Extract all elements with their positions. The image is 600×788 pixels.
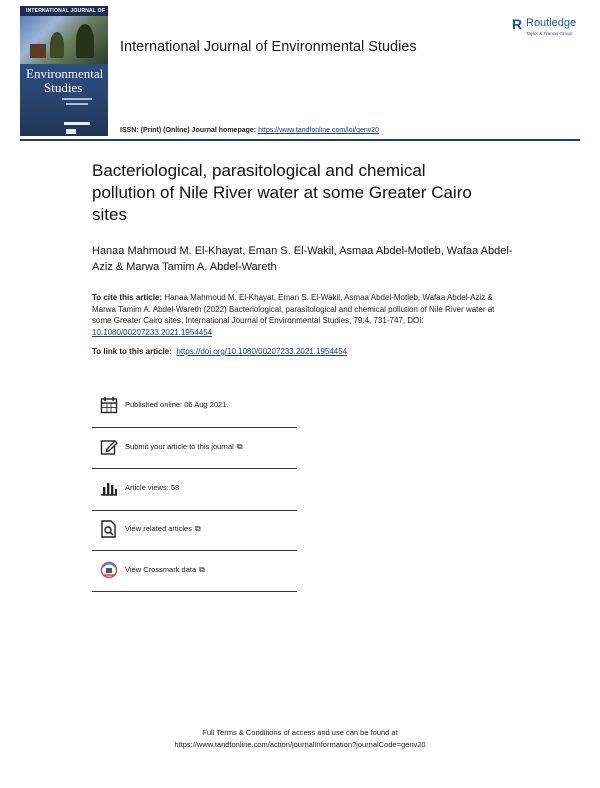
submit-article-link[interactable] [125, 442, 243, 452]
footer-terms-text: Full Terms & Conditions of access and use can be found at [202, 728, 398, 737]
row-divider [92, 427, 297, 428]
issn-label: ISSN: (Print) (Online) Journal homepage: [120, 127, 259, 134]
crossmark-label: View Crossmark data [125, 565, 197, 574]
cover-title-line1: Environmental [26, 66, 104, 81]
article-doi-link[interactable]: https://doi.org/10.1080/00207233.2021.1954454 [176, 347, 348, 356]
crossmark-link[interactable] [125, 565, 205, 575]
row-divider [92, 591, 297, 592]
header-divider [20, 139, 580, 141]
row-divider [92, 468, 297, 469]
crossmark-row[interactable] [92, 555, 297, 587]
journal-homepage-link[interactable]: https://www.tandfonline.com/loi/genv20 [258, 127, 380, 134]
journal-title[interactable]: International Journal of Environmental Studies [120, 39, 417, 55]
bar-chart-icon [100, 479, 118, 497]
routledge-r-icon: R [512, 16, 523, 32]
publisher-logo[interactable] [512, 17, 592, 41]
document-search-icon [100, 520, 118, 538]
submit-article-row[interactable] [92, 432, 297, 464]
external-link-icon: ⧉ [194, 524, 201, 533]
article-views-row [92, 473, 297, 505]
edit-icon [100, 438, 118, 456]
published-date-text: Published online: 06 Aug 2021. [125, 400, 229, 409]
row-divider [92, 550, 297, 551]
cover-title-line2: Studies [44, 80, 83, 95]
submit-article-label: Submit your article to this journal [125, 442, 234, 451]
related-articles-row[interactable] [92, 514, 297, 546]
article-title: Bacteriological, parasitological and chemical pollution of Nile River water at some Greater Cairo sites [92, 161, 472, 224]
link-label: To link to this article: [92, 347, 172, 356]
citation-block [92, 292, 512, 338]
external-link-icon: ⧉ [236, 442, 243, 451]
cover-top-text: INTERNATIONAL JOURNAL OF [26, 8, 105, 14]
calendar-icon [100, 396, 118, 414]
footer-terms-link[interactable]: https://www.tandfonline.com/action/journalInformation?journalCode=genv20 [174, 740, 426, 749]
article-views-text: Article views: 58 [125, 483, 180, 492]
publisher-name: Routledge [526, 17, 577, 29]
article-authors: Hanaa Mahmoud M. El-Khayat, Eman S. El-Wakil, Asmaa Abdel-Motleb, Wafaa Abdel-Aziz & Marwa Tamim A. Abdel-Wareth [92, 245, 513, 273]
cite-label: To cite this article: [92, 293, 163, 302]
crossmark-icon [100, 561, 118, 579]
footer [0, 727, 600, 751]
related-articles-link[interactable] [125, 524, 201, 534]
related-articles-label: View related articles [125, 524, 192, 533]
published-row [92, 390, 297, 422]
row-divider [92, 510, 297, 511]
journal-cover-image [20, 6, 108, 136]
issn-line [120, 127, 379, 134]
publisher-tagline: Taylor & Francis Group [526, 31, 573, 36]
cite-doi-link[interactable]: 10.1080/00207233.2021.1954454 [92, 327, 213, 337]
article-link-line [92, 347, 512, 356]
external-link-icon: ⧉ [199, 565, 205, 574]
cite-text: Hanaa Mahmoud M. El-Khayat, Eman S. El-Wakil, Asmaa Abdel-Motleb, Wafaa Abdel-Aziz & Marwa Tamim A. Abdel-Wareth (2022) Bacteriological, parasitological and chemical pollution of Nile River water at some Greater Cairo sites, International Journal of Environmental Studies, 79:4, 731-747, DOI: [92, 293, 495, 325]
